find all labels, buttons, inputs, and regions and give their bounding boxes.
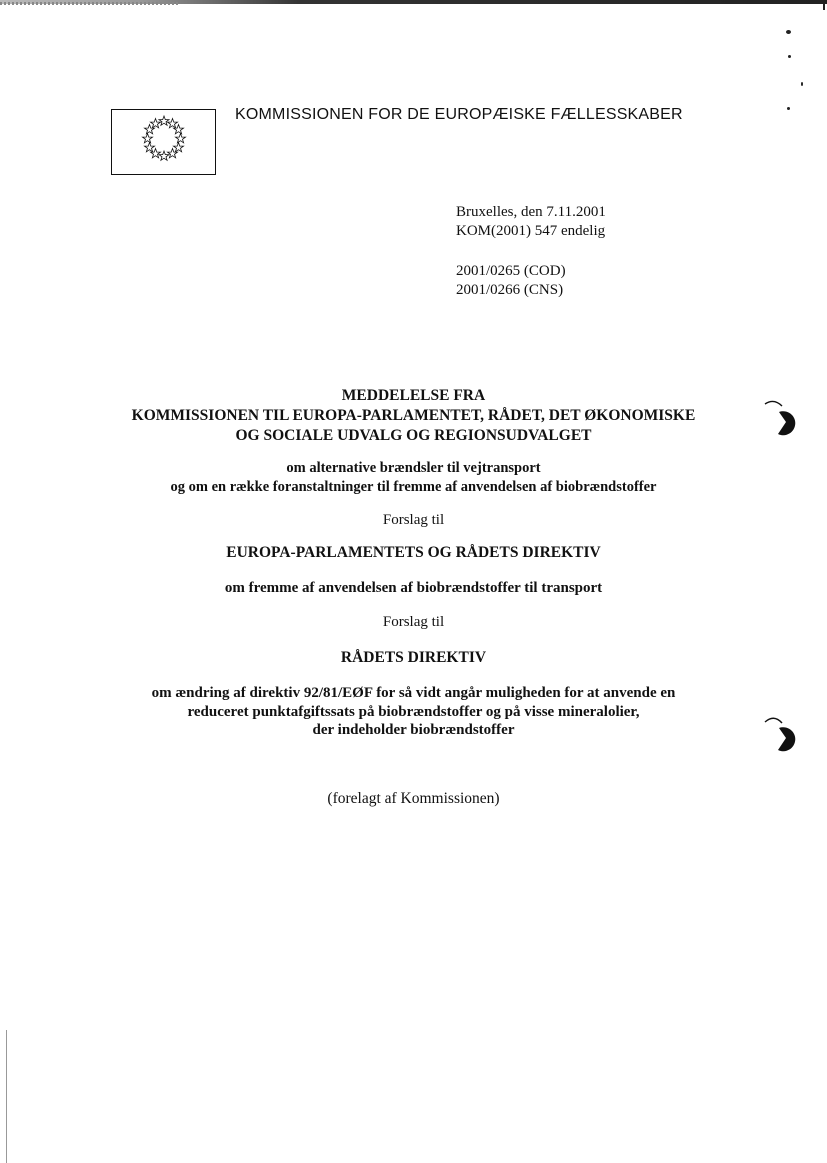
procedure-number-cns: 2001/0266 (CNS): [456, 282, 564, 298]
scan-speck: [786, 30, 791, 34]
proposal-subject: om fremme af anvendelsen af biobrændstoffer til transport: [224, 580, 603, 596]
punch-hole-mark: [762, 400, 802, 440]
proposal-intro: Forslag til: [382, 614, 445, 630]
communication-subject: [0, 459, 827, 497]
proposal-intro: Forslag til: [382, 512, 445, 528]
proposal-subject-line: om ændring af direktiv 92/81/EØF for så vidt angår muligheden for at anvende en: [151, 685, 676, 701]
presented-by: (forelagt af Kommissionen): [327, 790, 500, 807]
communication-title: [0, 386, 827, 446]
communication-title-line: OG SOCIALE UDVALG OG REGIONSUDVALGET: [235, 427, 592, 444]
communication-subject-line: og om en række foranstaltninger til fremme af anvendelsen af biobrændstoffer: [170, 479, 657, 495]
com-number: KOM(2001) 547 endelig: [456, 223, 606, 239]
scan-corner-mark: [823, 0, 825, 10]
scan-speck: [801, 82, 803, 86]
scan-left-edge: [6, 1030, 7, 1163]
institution-heading: KOMMISSIONEN FOR DE EUROPÆISKE FÆLLESSKABER: [235, 106, 683, 123]
proposal-subject: [0, 684, 827, 740]
eu-flag-stars-icon: [112, 110, 217, 176]
scan-speck: [787, 107, 790, 110]
proposal-title: EUROPA-PARLAMENTETS OG RÅDETS DIREKTIV: [226, 544, 601, 561]
proposal-subject-line: der indeholder biobrændstoffer: [312, 722, 515, 738]
communication-subject-line: om alternative brændsler til vejtransport: [286, 460, 541, 476]
proposal-title: RÅDETS DIREKTIV: [340, 649, 487, 666]
punch-hole-mark: [762, 716, 802, 756]
procedure-number-cod: 2001/0265 (COD): [456, 263, 566, 279]
reference-block: [456, 203, 606, 241]
eu-flag-logo: [111, 109, 216, 175]
communication-title-line: KOMMISSIONEN TIL EUROPA-PARLAMENTET, RÅDET, DET ØKONOMISKE: [131, 407, 696, 424]
scan-top-edge-dots: [0, 2, 180, 5]
scan-speck: [788, 55, 791, 58]
place-date: Bruxelles, den 7.11.2001: [456, 204, 606, 220]
proposal-subject-line: reduceret punktafgiftssats på biobrændstoffer og på visse mineralolier,: [187, 703, 640, 720]
procedure-numbers: [456, 262, 566, 300]
communication-title-line: MEDDELELSE FRA: [341, 387, 486, 404]
